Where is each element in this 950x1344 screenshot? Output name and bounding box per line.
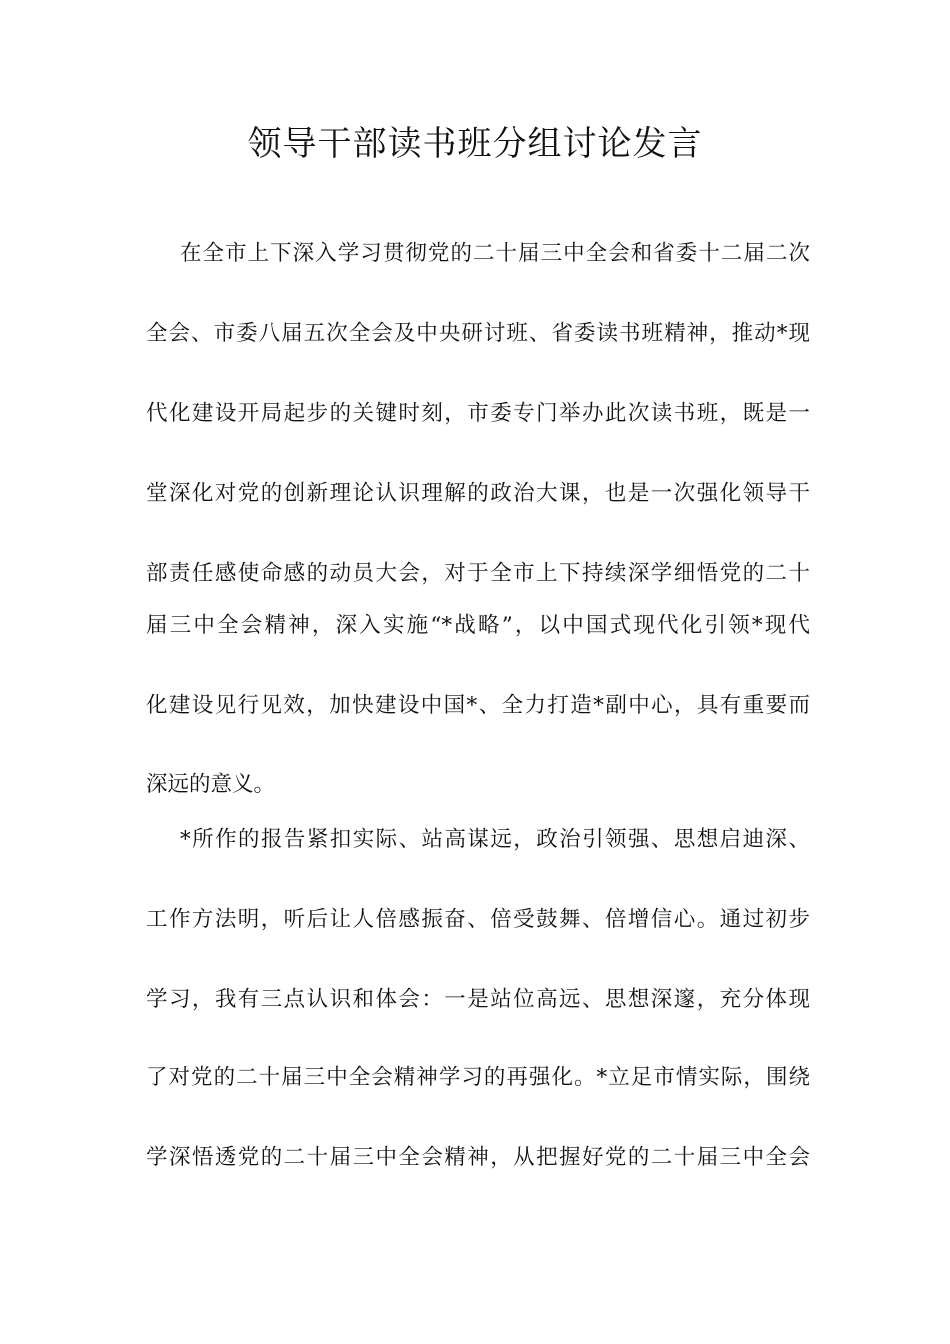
paragraph-1-line-1: 在全市上下深入学习贯彻党的二十届三中全会和省委十二届二次 xyxy=(180,241,810,266)
paragraph-1-line-7: 化建设见行见效，加快建设中国*、全力打造*副中心，具有重要而 xyxy=(146,693,810,718)
paragraph-1-line-6: 届三中全会精神，深入实施“*战略”，以中国式现代化引领*现代 xyxy=(146,613,810,638)
paragraph-1-line-2: 全会、市委八届五次全会及中央研讨班、省委读书班精神，推动*现 xyxy=(146,321,810,346)
paragraph-1-line-3: 代化建设开局起步的关键时刻，市委专门举办此次读书班，既是一 xyxy=(146,401,810,426)
document-title: 领导干部读书班分组讨论发言 xyxy=(247,124,703,164)
paragraph-2-line-4: 了对党的二十届三中全会精神学习的再强化。*立足市情实际，围绕 xyxy=(146,1065,810,1090)
paragraph-2-line-5: 学深悟透党的二十届三中全会精神，从把握好党的二十届三中全会 xyxy=(146,1145,810,1170)
paragraph-2-line-1: *所作的报告紧扣实际、站高谋远，政治引领强、思想启迪深、 xyxy=(180,827,810,852)
paragraph-1-line-8: 深远的意义。 xyxy=(146,772,276,797)
paragraph-1-line-5: 部责任感使命感的动员大会，对于全市上下持续深学细悟党的二十 xyxy=(146,561,810,586)
paragraph-1-line-4: 堂深化对党的创新理论认识理解的政治大课，也是一次强化领导干 xyxy=(146,481,810,506)
paragraph-2-line-3: 学习，我有三点认识和体会：一是站位高远、思想深邃，充分体现 xyxy=(146,987,810,1012)
paragraph-2-line-2: 工作方法明，听后让人倍感振奋、倍受鼓舞、倍增信心。通过初步 xyxy=(146,907,810,932)
